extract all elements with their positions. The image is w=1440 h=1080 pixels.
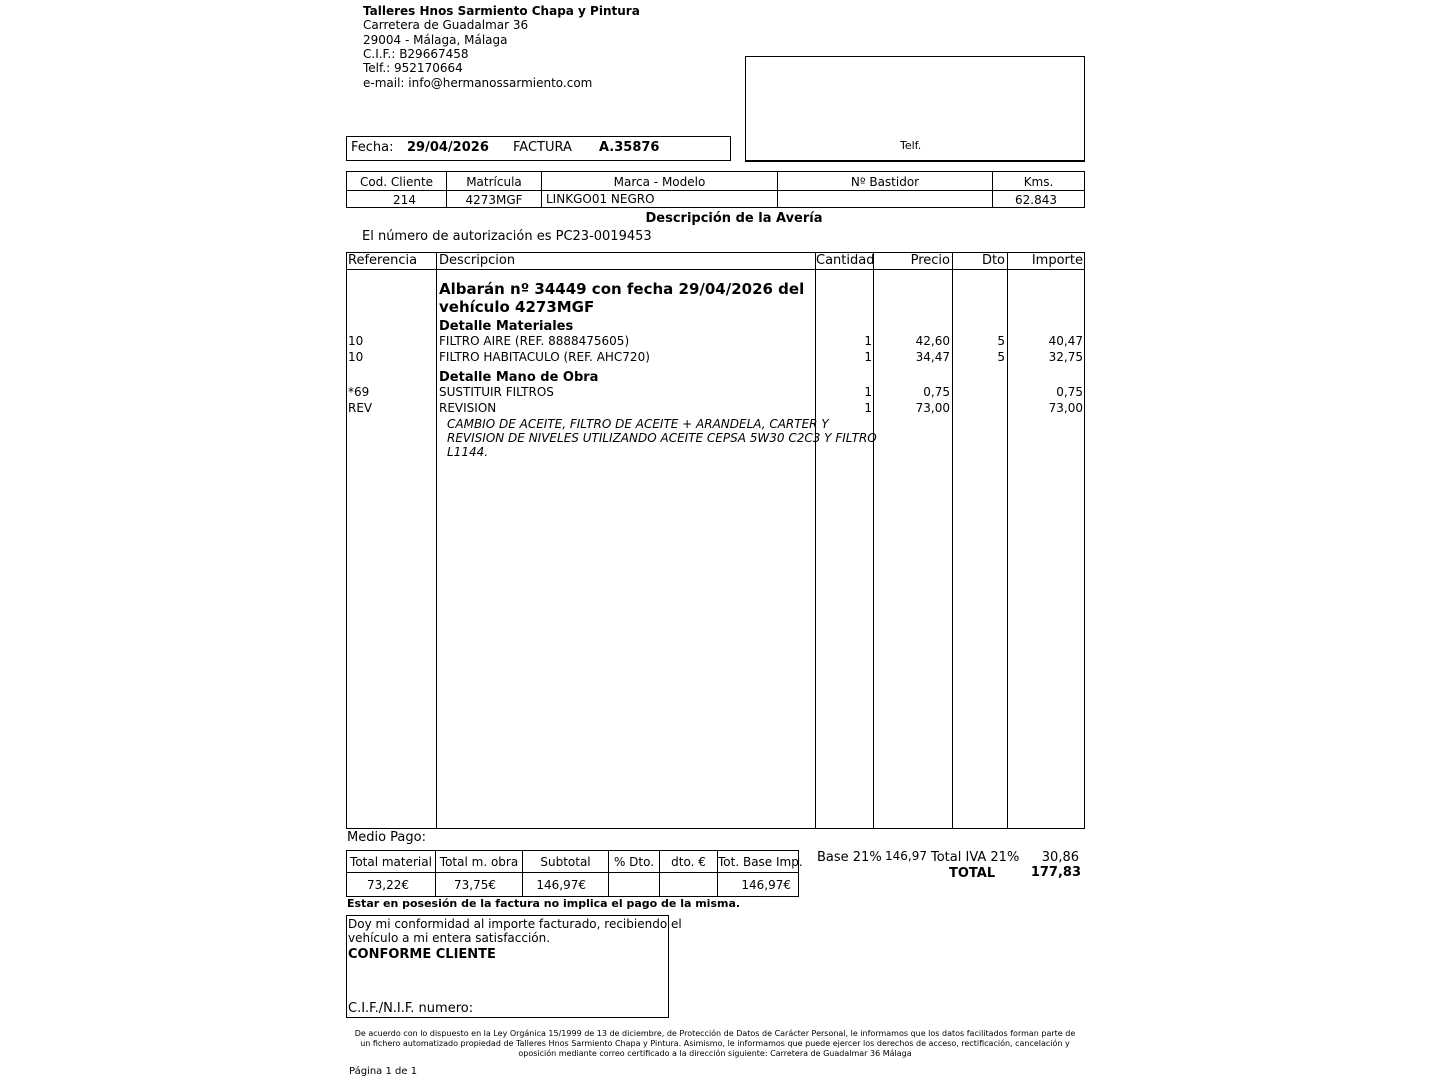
client-telf-label: Telf.: [900, 139, 922, 152]
materiales-title: Detalle Materiales: [439, 319, 574, 334]
fecha-value: 29/04/2026: [407, 140, 489, 155]
legal-line2: un fichero automatizado propiedad de Talleres Hnos Sarmiento Chapa y Pintura. Asimismo, le informamos que puede ejercer los derechos de acceso, rectificación, cancelación y: [360, 1039, 1070, 1048]
medio-pago-label: Medio Pago:: [347, 830, 426, 845]
line-ref: REV: [348, 401, 373, 415]
factura-number: A.35876: [599, 140, 660, 155]
iva-value: 30,86: [1041, 850, 1079, 865]
page-number: Página 1 de 1: [349, 1066, 418, 1077]
total-mobra-value: 73,75€: [454, 878, 496, 892]
company-phone: Telf.: 952170664: [363, 61, 463, 75]
legal-line3: oposición mediante correo certificado a la dirección siguiente: Carretera de Guadalmar 36 Málaga: [518, 1049, 912, 1058]
averia-text: El número de autorización es PC23-0019453: [362, 229, 652, 244]
lines-table: [346, 252, 1085, 829]
invoice-box: [346, 136, 731, 161]
company-name: Talleres Hnos Sarmiento Chapa y Pintura: [363, 4, 640, 18]
kms-value: 62.843: [1015, 193, 1057, 207]
company-email: e-mail: info@hermanossarmiento.com: [363, 76, 593, 90]
base-label: Base 21%: [817, 850, 882, 865]
fecha-label: Fecha:: [351, 140, 394, 155]
albaran-line1: Albarán nº 34449 con fecha 29/04/2026 del: [439, 280, 805, 298]
matricula-value: 4273MGF: [465, 193, 523, 207]
hdr-cantidad: Cantidad: [816, 253, 875, 268]
line-cant: 1: [864, 401, 872, 415]
hdr-pct-dto: % Dto.: [613, 855, 655, 869]
line-desc: SUSTITUIR FILTROS: [439, 385, 554, 399]
iva-label: Total IVA 21%: [931, 850, 1020, 865]
line-desc: REVISION: [439, 401, 497, 415]
client-box: [745, 56, 1085, 162]
line-cant: 1: [864, 385, 872, 399]
line-ref: 10: [348, 350, 364, 364]
hdr-dto: Dto: [981, 253, 1005, 268]
base-value: 146,97: [885, 849, 927, 863]
line-importe: 73,00: [1048, 401, 1083, 415]
line-precio: 34,47: [915, 350, 950, 364]
line-cant: 1: [864, 350, 872, 364]
hdr-referencia: Referencia: [348, 253, 418, 268]
line-importe: 32,75: [1048, 350, 1083, 364]
base-imp-value: 146,97€: [741, 878, 791, 892]
averia-title: Descripción de la Avería: [645, 211, 823, 226]
legal-line1: De acuerdo con lo dispuesto en la Ley Orgánica 15/1999 de 13 de diciembre, de Protección de Datos de Carácter Personal, le informamos que los datos facilitados forman parte de: [354, 1029, 1076, 1038]
total-material-value: 73,22€: [367, 878, 409, 892]
cif-nif-label: C.I.F./N.I.F. numero:: [348, 1001, 474, 1016]
line-dto: 5: [997, 334, 1005, 348]
hdr-matricula: Matrícula: [466, 175, 522, 189]
note-line1: CAMBIO DE ACEITE, FILTRO DE ACEITE + ARANDELA, CARTER Y: [447, 417, 829, 431]
totals-table: [346, 850, 803, 897]
conformidad-line2: vehículo a mi entera satisfacción.: [348, 931, 551, 945]
line-desc: FILTRO HABITACULO (REF. AHC720): [439, 350, 650, 364]
line-importe: 0,75: [1056, 385, 1083, 399]
note-line3: L1144.: [447, 445, 489, 459]
cod-cliente-value: 214: [393, 193, 416, 207]
hdr-cod-cliente: Cod. Cliente: [359, 175, 434, 189]
hdr-total-material: Total material: [350, 855, 432, 869]
total-label: TOTAL: [949, 866, 996, 881]
line-desc: FILTRO AIRE (REF. 8888475605): [439, 334, 630, 348]
line-precio: 0,75: [923, 385, 950, 399]
hdr-subtotal: Subtotal: [540, 855, 591, 869]
subtotal-value: 146,97€: [536, 878, 586, 892]
note-line2: REVISION DE NIVELES UTILIZANDO ACEITE CEPSA 5W30 C2C3 Y FILTRO: [447, 431, 877, 445]
conformidad-line1: Doy mi conformidad al importe facturado, recibiendo el: [348, 917, 682, 931]
factura-label: FACTURA: [513, 140, 572, 155]
line-precio: 73,00: [915, 401, 950, 415]
vehicle-table: [346, 171, 1085, 208]
hdr-precio: Precio: [910, 253, 950, 268]
marca-modelo-value: LINKGO01 NEGRO: [546, 192, 655, 206]
hdr-base-imp: Tot. Base Imp.: [718, 855, 803, 869]
hdr-total-mobra: Total m. obra: [439, 855, 519, 869]
hdr-bastidor: Nº Bastidor: [850, 175, 920, 189]
albaran-line2: vehículo 4273MGF: [439, 298, 595, 316]
total-value: 177,83: [1030, 865, 1081, 880]
hdr-dto-eur: dto. €: [671, 855, 706, 869]
line-dto: 5: [997, 350, 1005, 364]
hdr-descripcion: Descripcion: [439, 253, 516, 268]
hdr-kms: Kms.: [1023, 175, 1054, 189]
line-ref: *69: [348, 385, 370, 399]
line-importe: 40,47: [1048, 334, 1083, 348]
company-cif: C.I.F.: B29667458: [363, 47, 469, 61]
conformidad-title: CONFORME CLIENTE: [348, 947, 496, 962]
company-address: Carretera de Guadalmar 36: [363, 18, 529, 32]
company-city: 29004 - Málaga, Málaga: [363, 33, 508, 47]
line-cant: 1: [864, 334, 872, 348]
conformidad-box: [346, 915, 682, 1018]
hdr-marca-modelo: Marca - Modelo: [613, 175, 706, 189]
line-ref: 10: [348, 334, 364, 348]
mano-obra-title: Detalle Mano de Obra: [439, 370, 599, 385]
posesion-note: Estar en posesión de la factura no implica el pago de la misma.: [347, 897, 741, 910]
legal-notice: [340, 1029, 1090, 1059]
line-precio: 42,60: [915, 334, 950, 348]
hdr-importe: Importe: [1031, 253, 1083, 268]
